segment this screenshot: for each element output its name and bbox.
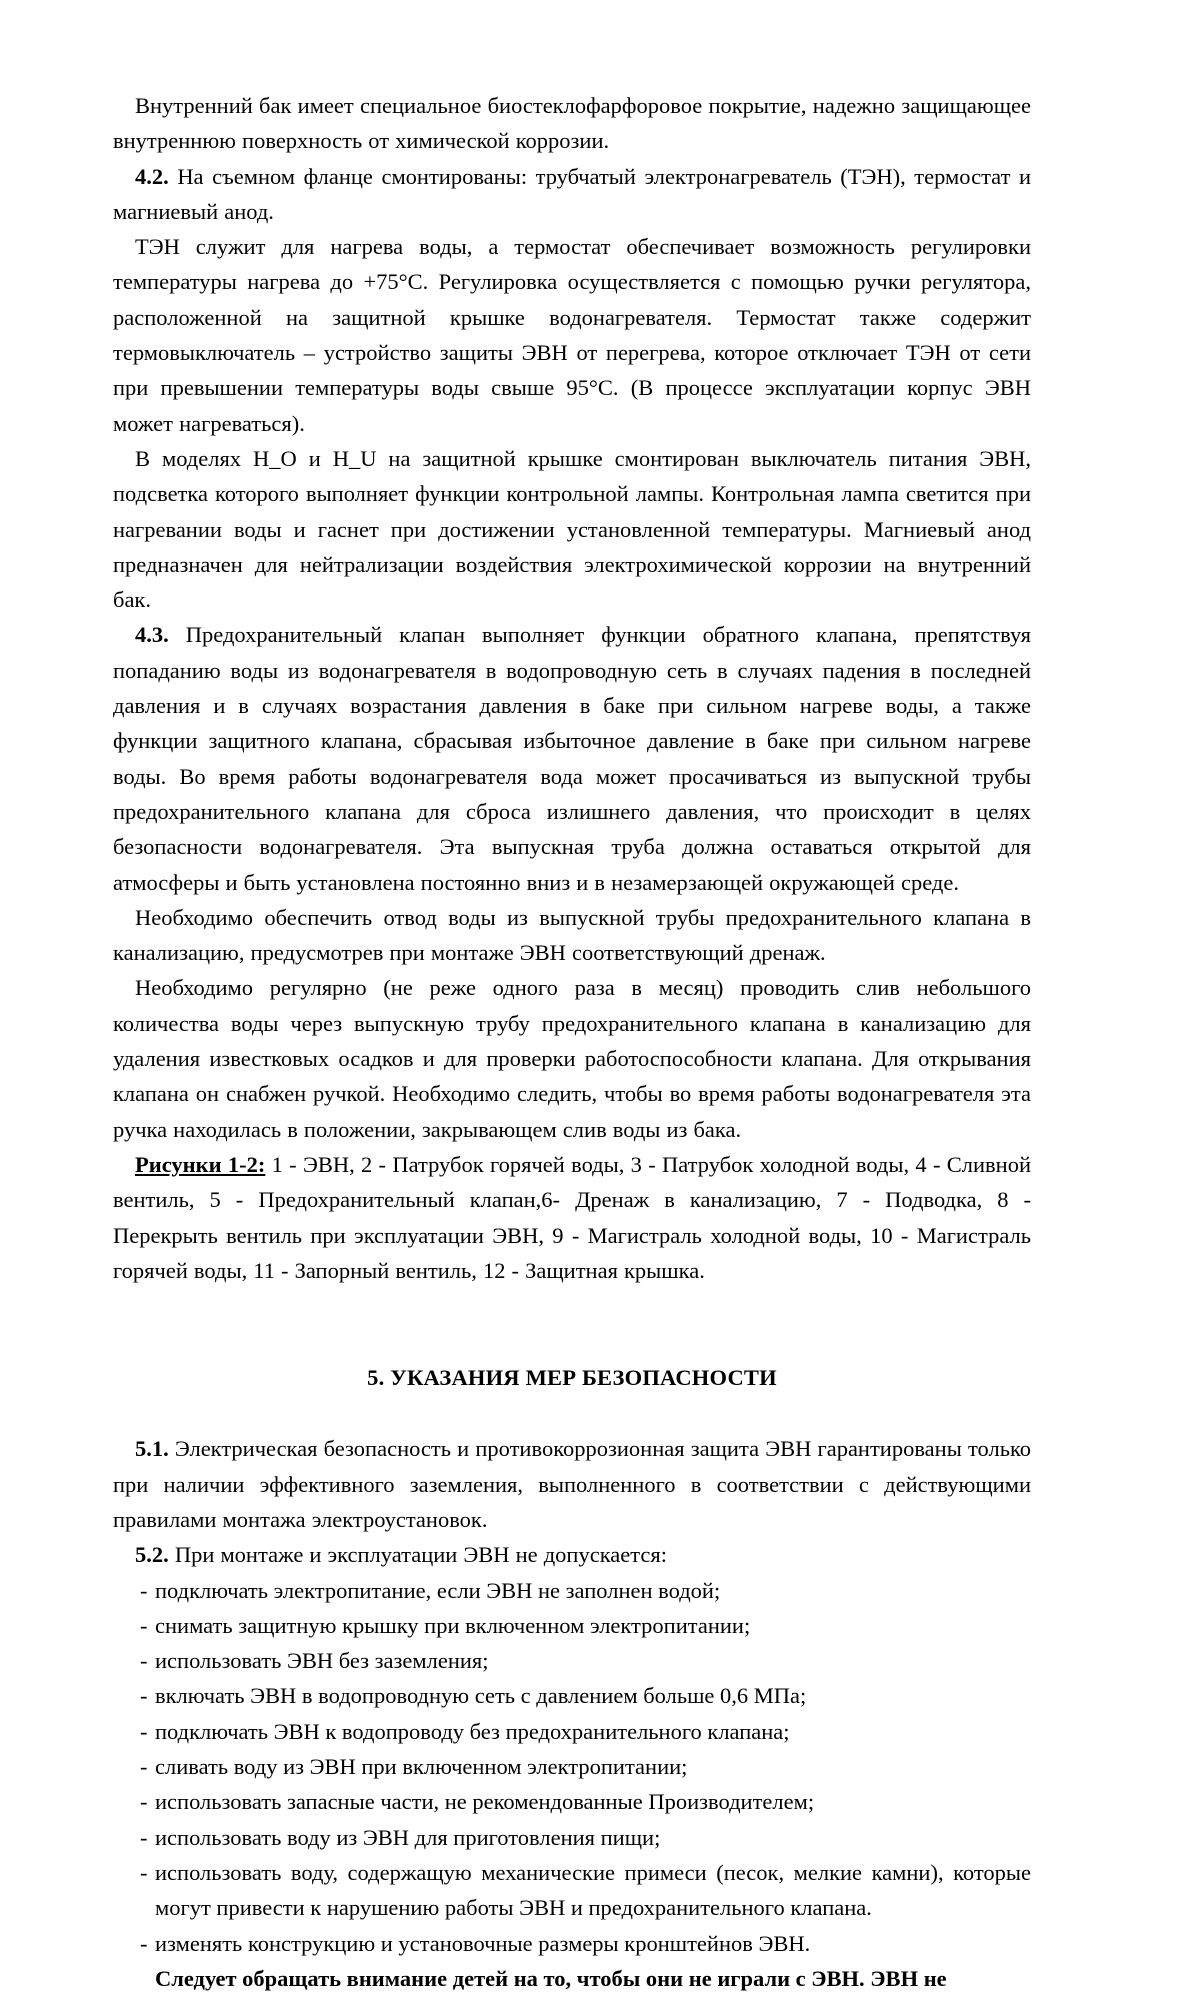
spacer-after-heading [113, 1395, 1031, 1431]
paragraph-tank-coating: Внутренний бак имеет специальное биостеклофарфоровое покрытие, надежно защищающее внутреннюю поверхность от химической коррозии. [113, 93, 1031, 154]
paragraph-5-2-text: При монтаже и эксплуатации ЭВН не допускается: [174, 1542, 667, 1568]
list-item [113, 1784, 1031, 1819]
dash-marker-icon: - [140, 1718, 148, 1744]
paragraph-ten-description: ТЭН служит для нагрева воды, а термостат обеспечивает возможность регулировки температуры нагрева до +75°С. Регулировка осуществляется с помощью ручки регулятора, расположенной на защитной крышке водонагревателя. Термостат также содержит термовыключатель – устройство защиты ЭВН от перегрева, которое отключает ТЭН от сети при превышении температуры воды свыше 95°С. (В процессе эксплуатации корпус ЭВН может нагреваться). [113, 234, 1031, 436]
dash-marker-icon: - [140, 1859, 148, 1885]
list-item [113, 1749, 1031, 1784]
dash-marker-icon: - [140, 1683, 148, 1709]
list-item [113, 1573, 1031, 1608]
paragraph-number-5-2: 5.2. [135, 1542, 169, 1568]
paragraph-4-2 [113, 159, 1031, 230]
closing-note: Следует обращать внимание детей на то, чтобы они не играли с ЭВН. ЭВН не [155, 1965, 947, 1991]
figures-legend-label: Рисунки 1-2: [135, 1151, 266, 1177]
paragraph-4-3-text: Предохранительный клапан выполняет функции обратного клапана, препятствуя попаданию воды из водонагревателя в водопроводную сеть в случаях падения в последней давления и в случаях возрастания давления в баке при сильном нагреве воды, а также функции защитного клапана, сбрасывая избыточное давление в баке при сильном нагреве воды. Во время работы водонагревателя вода может просачиваться из выпускной трубы предохранительного клапана для сброса излишнего давления, что происходит в целях безопасности водонагревателя. Эта выпускная труба должна оставаться открытой для атмосферы и быть установлена постоянно вниз и в незамерзающей окружающей среде. [113, 622, 1031, 895]
list-item-text: подключать ЭВН к водопроводу без предохранительного клапана; [155, 1718, 790, 1744]
paragraph-4-3 [113, 617, 1031, 899]
list-item [113, 1855, 1031, 1926]
paragraph-5-2 [113, 1537, 1031, 1572]
list-item-text: подключать электропитание, если ЭВН не заполнен водой; [155, 1577, 721, 1603]
section-heading-5: 5. УКАЗАНИЯ МЕР БЕЗОПАСНОСТИ [367, 1365, 777, 1391]
dash-marker-icon: - [140, 1612, 148, 1638]
figures-legend [113, 1147, 1031, 1288]
paragraph-5-1-text: Электрическая безопасность и противокоррозионная защита ЭВН гарантированы только при наличии эффективного заземления, выполненного в соответствии с действующими правилами монтажа электроустановок. [113, 1436, 1031, 1532]
list-item-text: использовать воду, содержащую механические примеси (песок, мелкие камни), которые могут привести к нарушению работы ЭВН и предохранительного клапана. [155, 1859, 1031, 1921]
paragraph-number-4-2: 4.2. [135, 163, 169, 189]
paragraph-number-4-3: 4.3. [135, 622, 169, 648]
list-item [113, 1643, 1031, 1678]
page-content [113, 88, 1031, 1996]
dash-marker-icon: - [140, 1930, 148, 1956]
list-item-text: использовать воду из ЭВН для приготовления пищи; [155, 1824, 661, 1850]
paragraph-models: В моделях H_O и H_U на защитной крышке смонтирован выключатель питания ЭВН, подсветка которого выполняет функции контрольной лампы. Контрольная лампа светится при нагревании воды и гаснет при достижении установленной температуры. Магниевый анод предназначен для нейтрализации воздействия электрохимической коррозии на внутренний бак. [113, 445, 1031, 613]
list-item-text: снимать защитную крышку при включенном электропитании; [155, 1612, 751, 1638]
list-item [113, 1608, 1031, 1643]
list-item-text: включать ЭВН в водопроводную сеть с давлением больше 0,6 МПа; [155, 1683, 807, 1709]
paragraph-monthly-drain: Необходимо регулярно (не реже одного раза в месяц) проводить слив небольшого количества воды через выпускную трубу предохранительного клапана в канализацию для удаления известковых осадков и для проверки работоспособности клапана. Для открывания клапана он снабжен ручкой. Необходимо следить, чтобы во время работы водонагревателя эта ручка находилась в положении, закрывающем слив воды из бака. [113, 975, 1031, 1142]
dash-marker-icon: - [140, 1577, 148, 1603]
paragraph-drain-required: Необходимо обеспечить отвод воды из выпускной трубы предохранительного клапана в канализацию, предусмотрев при монтаже ЭВН соответствующий дренаж. [113, 904, 1031, 966]
dash-marker-icon: - [140, 1824, 148, 1850]
list-item [113, 1714, 1031, 1749]
spacer-before-heading [113, 1288, 1031, 1360]
dash-marker-icon: - [140, 1648, 148, 1674]
list-item-text: изменять конструкцию и установочные размеры кронштейнов ЭВН. [155, 1930, 811, 1956]
figures-legend-text: 1 - ЭВН, 2 - Патрубок горячей воды, 3 - Патрубок холодной воды, 4 - Сливной вентиль, 5 - Предохранительный клапан,6- Дренаж в канализацию, 7 - Подводка, 8 - Перекрыть вентиль при эксплуатации ЭВН, 9 - Магистраль холодной воды, 10 - Магистраль горячей воды, 11 - Запорный вентиль, 12 - Защитная крышка. [113, 1151, 1031, 1283]
list-item [113, 1678, 1031, 1713]
paragraph-4-2-text: На съемном фланце смонтированы: трубчатый электронагреватель (ТЭН), термостат и магниевый анод. [113, 163, 1032, 224]
list-item-text: сливать воду из ЭВН при включенном электропитании; [155, 1754, 688, 1780]
list-item [113, 1820, 1031, 1855]
paragraph-5-1 [113, 1431, 1031, 1537]
prohibitions-list [113, 1573, 1031, 1961]
list-item-text: использовать запасные части, не рекомендованные Производителем; [155, 1789, 815, 1815]
list-item [113, 1926, 1031, 1961]
paragraph-number-5-1: 5.1. [135, 1436, 169, 1462]
dash-marker-icon: - [140, 1754, 148, 1780]
dash-marker-icon: - [140, 1789, 148, 1815]
list-item-text: использовать ЭВН без заземления; [155, 1648, 489, 1674]
